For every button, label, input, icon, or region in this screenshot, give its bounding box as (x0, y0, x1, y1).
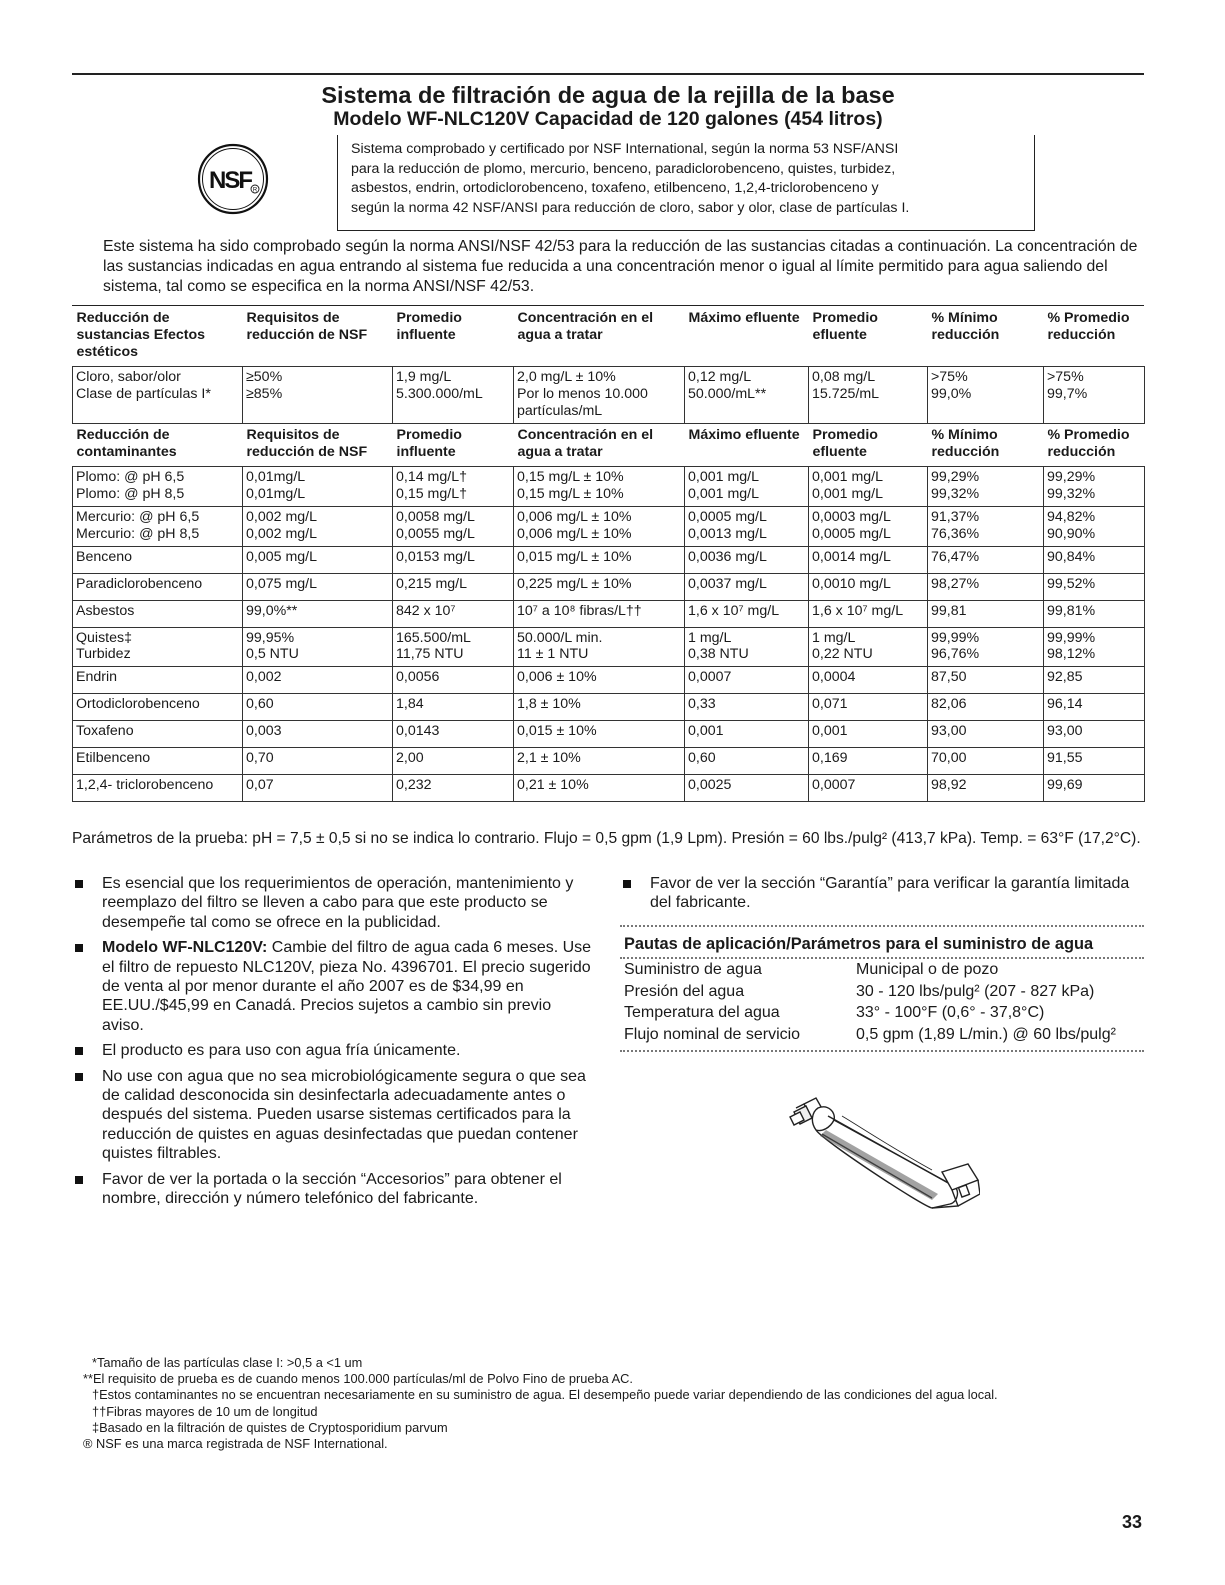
table-cell: 99,29% 99,32% (928, 467, 1044, 507)
bullet-item (72, 1067, 592, 1164)
table-cell: Asbestos (73, 600, 243, 627)
table-row (73, 367, 1145, 423)
table-cell: Ortodiclorobenceno (73, 694, 243, 721)
column-header: Promedio influente (396, 426, 462, 460)
table-cell: 99,29% 99,32% (1044, 467, 1145, 507)
table-cell: 99,81% (1044, 600, 1145, 627)
table-cell: 98,92 (928, 775, 1044, 802)
table-cell: 0,003 (243, 721, 393, 748)
table-cell: 2,00 (393, 748, 514, 775)
table-row (73, 748, 1145, 775)
page-number: 33 (1121, 1512, 1142, 1532)
table-cell: 1,2,4- triclorobenceno (73, 775, 243, 802)
column-header: Promedio efluente (812, 310, 878, 343)
guideline-value: 30 - 120 lbs/pulg² (207 - 827 kPa) (856, 982, 1095, 1000)
column-header: Reducción de contaminantes (76, 426, 177, 460)
table-cell: Etilbenceno (73, 748, 243, 775)
guideline-label: Suministro de agua (624, 961, 762, 979)
guideline-value: 0,5 gpm (1,89 L/min.) @ 60 lbs/pulg² (856, 1026, 1116, 1043)
table-cell: 1 mg/L 0,38 NTU (685, 627, 809, 667)
table-cell: 0,015 mg/L ± 10% (514, 546, 685, 573)
table-cell: 0,225 mg/L ± 10% (514, 573, 685, 600)
dotted-divider (620, 1050, 1144, 1052)
table-cell: 50.000/L min. 11 ± 1 NTU (514, 627, 685, 667)
table-cell: >75% 99,0% (928, 367, 1044, 423)
table-cell: 10⁷ a 10⁸ fibras/L†† (514, 600, 685, 627)
table-row (73, 694, 1145, 721)
table-cell: 87,50 (928, 667, 1044, 694)
column-header: Promedio influente (396, 310, 462, 343)
table-cell: 98,27% (928, 573, 1044, 600)
svg-text:R: R (252, 187, 258, 194)
table-cell: 90,84% (1044, 546, 1145, 573)
table-cell: 1,6 x 10⁷ mg/L (685, 600, 809, 627)
table-cell: 0,001 (685, 721, 809, 748)
column-header: Promedio efluente (812, 426, 878, 460)
table-cell: 0,0153 mg/L (393, 546, 514, 573)
guideline-row (624, 1024, 1144, 1046)
table-cell: 0,0003 mg/L 0,0005 mg/L (809, 506, 928, 546)
guideline-value: Municipal o de pozo (856, 961, 999, 979)
table-cell: 842 x 10⁷ (393, 600, 514, 627)
guideline-row (624, 981, 1144, 1003)
table-cell: 165.500/mL 11,75 NTU (393, 627, 514, 667)
dotted-divider (620, 925, 1144, 927)
nsf-logo-text: NSF (209, 167, 253, 194)
bullet-text: Favor de ver la sección “Garantía” para verificar la garantía limitada del fabricante. (650, 875, 1130, 912)
column-header: % Mínimo reducción (931, 310, 1000, 343)
table-cell: 0,0036 mg/L (685, 546, 809, 573)
footnote: ‡Basado en la filtración de quistes de Cryptosporidium parvum (92, 1419, 448, 1435)
guidelines-title: Pautas de aplicación/Parámetros para el suministro de agua (624, 934, 1094, 953)
table-cell: 96,14 (1044, 694, 1145, 721)
table-cell: 0,006 ± 10% (514, 667, 685, 694)
certification-line: Sistema comprobado y certificado por NSF International, según la norma 53 NSF/ANSI (351, 141, 899, 157)
table-cell: 0,215 mg/L (393, 573, 514, 600)
footnote: ††Fibras mayores de 10 um de longitud (92, 1403, 318, 1419)
guideline-label: Flujo nominal de servicio (624, 1026, 801, 1043)
table-cell: ≥50% ≥85% (243, 367, 393, 423)
bullet-model-label: Modelo WF-NLC120V: (102, 939, 268, 957)
table-cell: 0,001 mg/L 0,001 mg/L (685, 467, 809, 507)
table-header-aesthetic (73, 306, 1145, 367)
table-cell: 0,08 mg/L 15.725/mL (809, 367, 928, 423)
table-cell: 0,0007 (809, 775, 928, 802)
table-cell: 1,9 mg/L 5.300.000/mL (393, 367, 514, 423)
guidelines-table (620, 959, 1144, 1045)
certification-line: asbestos, endrin, ortodiclorobenceno, toxafeno, etilbenceno, 1,2,4-triclorobenceno y (351, 180, 879, 197)
guideline-value: 33° - 100°F (0,6° - 37,8°C) (856, 1004, 1045, 1022)
table-cell: Quistes‡ Turbidez (73, 627, 243, 667)
table-cell: 0,0005 mg/L 0,0013 mg/L (685, 506, 809, 546)
page-title: Sistema de filtración de agua de la rejilla de la base (321, 82, 895, 108)
table-cell: 99,52% (1044, 573, 1145, 600)
table-row (73, 775, 1145, 802)
guideline-row (624, 959, 1144, 981)
table-cell: 93,00 (928, 721, 1044, 748)
table-row (73, 600, 1145, 627)
nsf-logo-icon (197, 143, 269, 215)
table-cell: 0,14 mg/L† 0,15 mg/L† (393, 467, 514, 507)
table-cell: 0,075 mg/L (243, 573, 393, 600)
water-filter-illustration (782, 1090, 980, 1210)
column-header: % Mínimo reducción (931, 426, 1000, 460)
notes-right-column (620, 874, 1144, 1052)
bullet-text: Es esencial que los requerimientos de operación, mantenimiento y reemplazo del filtro se lleven a cabo para que este producto se desempeñe tal como se ofrece en la publicidad. (102, 875, 574, 931)
top-rule (72, 73, 1144, 75)
table-cell: 0,70 (243, 748, 393, 775)
table-cell: 0,002 (243, 667, 393, 694)
page-subtitle: Modelo WF-NLC120V Capacidad de 120 galones (454 litros) (333, 108, 883, 130)
table-cell: 94,82% 90,90% (1044, 506, 1145, 546)
table-cell: Mercurio: @ pH 6,5 Mercurio: @ pH 8,5 (73, 506, 243, 546)
footnotes (83, 1355, 1145, 1452)
table-cell: Endrin (73, 667, 243, 694)
column-header: Reducción de sustancias Efectos estéticos (76, 310, 206, 360)
table-cell: 1 mg/L 0,22 NTU (809, 627, 928, 667)
bullet-item (620, 874, 1144, 913)
bullet-item (72, 874, 592, 932)
table-row (73, 721, 1145, 748)
table-cell: 99,0%** (243, 600, 393, 627)
table-cell: 0,015 ± 10% (514, 721, 685, 748)
table-cell: 0,002 mg/L 0,002 mg/L (243, 506, 393, 546)
table-cell: 0,0014 mg/L (809, 546, 928, 573)
table-cell: 0,0058 mg/L 0,0055 mg/L (393, 506, 514, 546)
bullet-text: El producto es para uso con agua fría únicamente. (102, 1042, 461, 1060)
table-cell: 0,0143 (393, 721, 514, 748)
footnote: ® NSF es una marca registrada de NSF International. (83, 1436, 388, 1452)
column-header: Máximo efluente (688, 426, 800, 443)
table-cell: 0,0025 (685, 775, 809, 802)
table-cell: 1,8 ± 10% (514, 694, 685, 721)
bullet-text: Favor de ver la portada o la sección “Accesorios” para obtener el nombre, dirección y número telefónico del fabricante. (102, 1170, 562, 1208)
table-cell: 91,37% 76,36% (928, 506, 1044, 546)
column-header: Concentración en el agua a tratar (517, 426, 654, 460)
table-cell: 70,00 (928, 748, 1044, 775)
notes-left-column (72, 874, 592, 1215)
footnote: †Estos contaminantes no se encuentran necesariamente en su suministro de agua. El desempeño puede variar dependiendo de las condiciones del agua local. (92, 1387, 998, 1403)
table-row (73, 506, 1145, 546)
table-cell: 0,60 (685, 748, 809, 775)
table-cell: >75% 99,7% (1044, 367, 1145, 423)
table-cell: 0,001 (809, 721, 928, 748)
guideline-label: Temperatura del agua (624, 1004, 780, 1022)
bullet-item (72, 1041, 592, 1060)
table-cell: Toxafeno (73, 721, 243, 748)
table-row (73, 573, 1145, 600)
table-cell: 0,07 (243, 775, 393, 802)
table-cell: 99,99% 96,76% (928, 627, 1044, 667)
guideline-row (624, 1002, 1144, 1024)
table-cell: 99,99% 98,12% (1044, 627, 1145, 667)
table-cell: 0,0007 (685, 667, 809, 694)
certification-box (337, 135, 1035, 231)
performance-table (72, 305, 1144, 802)
table-cell: 0,0010 mg/L (809, 573, 928, 600)
table-header-contaminants (73, 423, 1145, 467)
table-row (73, 467, 1145, 507)
table-cell: 0,169 (809, 748, 928, 775)
table-row (73, 627, 1145, 667)
table-cell: 99,81 (928, 600, 1044, 627)
table-row (73, 667, 1145, 694)
footnote: **El requisito de prueba es de cuando menos 100.000 partículas/ml de Polvo Fino de prueba AC. (83, 1371, 633, 1387)
table-cell: Cloro, sabor/olor Clase de partículas I* (73, 367, 243, 423)
bullet-text: Cambie del filtro de agua cada 6 meses. Use el filtro de repuesto NLC120V, pieza No. 4396701. El precio sugerido de venta al por menor durante el año 2007 es de $34,99 en EE.UU./$45,99 en Canadá. Precios sujetos a cambio sin previo aviso. (102, 939, 592, 1034)
table-row (73, 546, 1145, 573)
table-cell: 0,15 mg/L ± 10% 0,15 mg/L ± 10% (514, 467, 685, 507)
table-cell: 1,84 (393, 694, 514, 721)
table-cell: 92,85 (1044, 667, 1145, 694)
table-cell: 0,01mg/L 0,01mg/L (243, 467, 393, 507)
footnote: *Tamaño de las partículas clase I: >0,5 a <1 um (92, 1355, 363, 1370)
table-cell: 0,006 mg/L ± 10% 0,006 mg/L ± 10% (514, 506, 685, 546)
bullet-item (72, 938, 592, 1035)
table-cell: 2,0 mg/L ± 10% Por lo menos 10.000 partículas/mL (514, 367, 685, 423)
table-cell: Paradiclorobenceno (73, 573, 243, 600)
table-cell: 93,00 (1044, 721, 1145, 748)
table-cell: 91,55 (1044, 748, 1145, 775)
table-cell: 0,005 mg/L (243, 546, 393, 573)
intro-paragraph: Este sistema ha sido comprobado según la norma ANSI/NSF 42/53 para la reducción de las sustancias citadas a continuación. La concentración de las sustancias indicadas en agua entrando al sistema fue reducida a una concentración menor o igual al límite permitido para agua saliendo del sistema, tal como se especifica en la norma ANSI/NSF 42/53. (103, 238, 1138, 295)
test-parameters: Parámetros de la prueba: pH = 7,5 ± 0,5 si no se indica lo contrario. Flujo = 0,5 gpm (1,9 Lpm). Presión = 60 lbs./pulg² (413,7 kPa). Temp. = 63°F (17,2°C). (72, 830, 1141, 847)
table-cell: 0,0056 (393, 667, 514, 694)
column-header: % Promedio reducción (1047, 310, 1130, 343)
table-cell: 0,232 (393, 775, 514, 802)
table-cell: 1,6 x 10⁷ mg/L (809, 600, 928, 627)
table-cell: 0,12 mg/L 50.000/mL** (685, 367, 809, 423)
table-cell: 76,47% (928, 546, 1044, 573)
column-header: Requisitos de reducción de NSF (246, 426, 368, 460)
table-cell: 0,21 ± 10% (514, 775, 685, 802)
column-header: Concentración en el agua a tratar (517, 310, 654, 343)
guideline-label: Presión del agua (624, 982, 745, 1000)
bullet-text: No use con agua que no sea microbiológicamente segura o que sea de calidad desconocida sin desinfectarla adecuadamente antes o después del sistema. Pueden usarse sistemas certificados para la reducción de quistes en aguas desinfectadas que puedan contener quistes filtrables. (102, 1067, 586, 1163)
table-cell: 82,06 (928, 694, 1044, 721)
certification-line: para la reducción de plomo, mercurio, benceno, paradiclorobenceno, quistes, turbidez, (351, 160, 896, 177)
table-cell: Plomo: @ pH 6,5 Plomo: @ pH 8,5 (73, 467, 243, 507)
table-cell: 0,071 (809, 694, 928, 721)
table-cell: 2,1 ± 10% (514, 748, 685, 775)
table-cell: 0,60 (243, 694, 393, 721)
column-header: Máximo efluente (688, 310, 800, 326)
column-header: Requisitos de reducción de NSF (246, 310, 368, 343)
table-cell: 99,69 (1044, 775, 1145, 802)
column-header: % Promedio reducción (1047, 426, 1130, 460)
table-cell: 0,0004 (809, 667, 928, 694)
table-cell: 99,95% 0,5 NTU (243, 627, 393, 667)
table-cell: 0,33 (685, 694, 809, 721)
table-cell: 0,001 mg/L 0,001 mg/L (809, 467, 928, 507)
table-cell: 0,0037 mg/L (685, 573, 809, 600)
bullet-item (72, 1170, 592, 1209)
certification-line: según la norma 42 NSF/ANSI para reducción de cloro, sabor y olor, clase de partículas I. (351, 199, 910, 216)
table-cell: Benceno (73, 546, 243, 573)
